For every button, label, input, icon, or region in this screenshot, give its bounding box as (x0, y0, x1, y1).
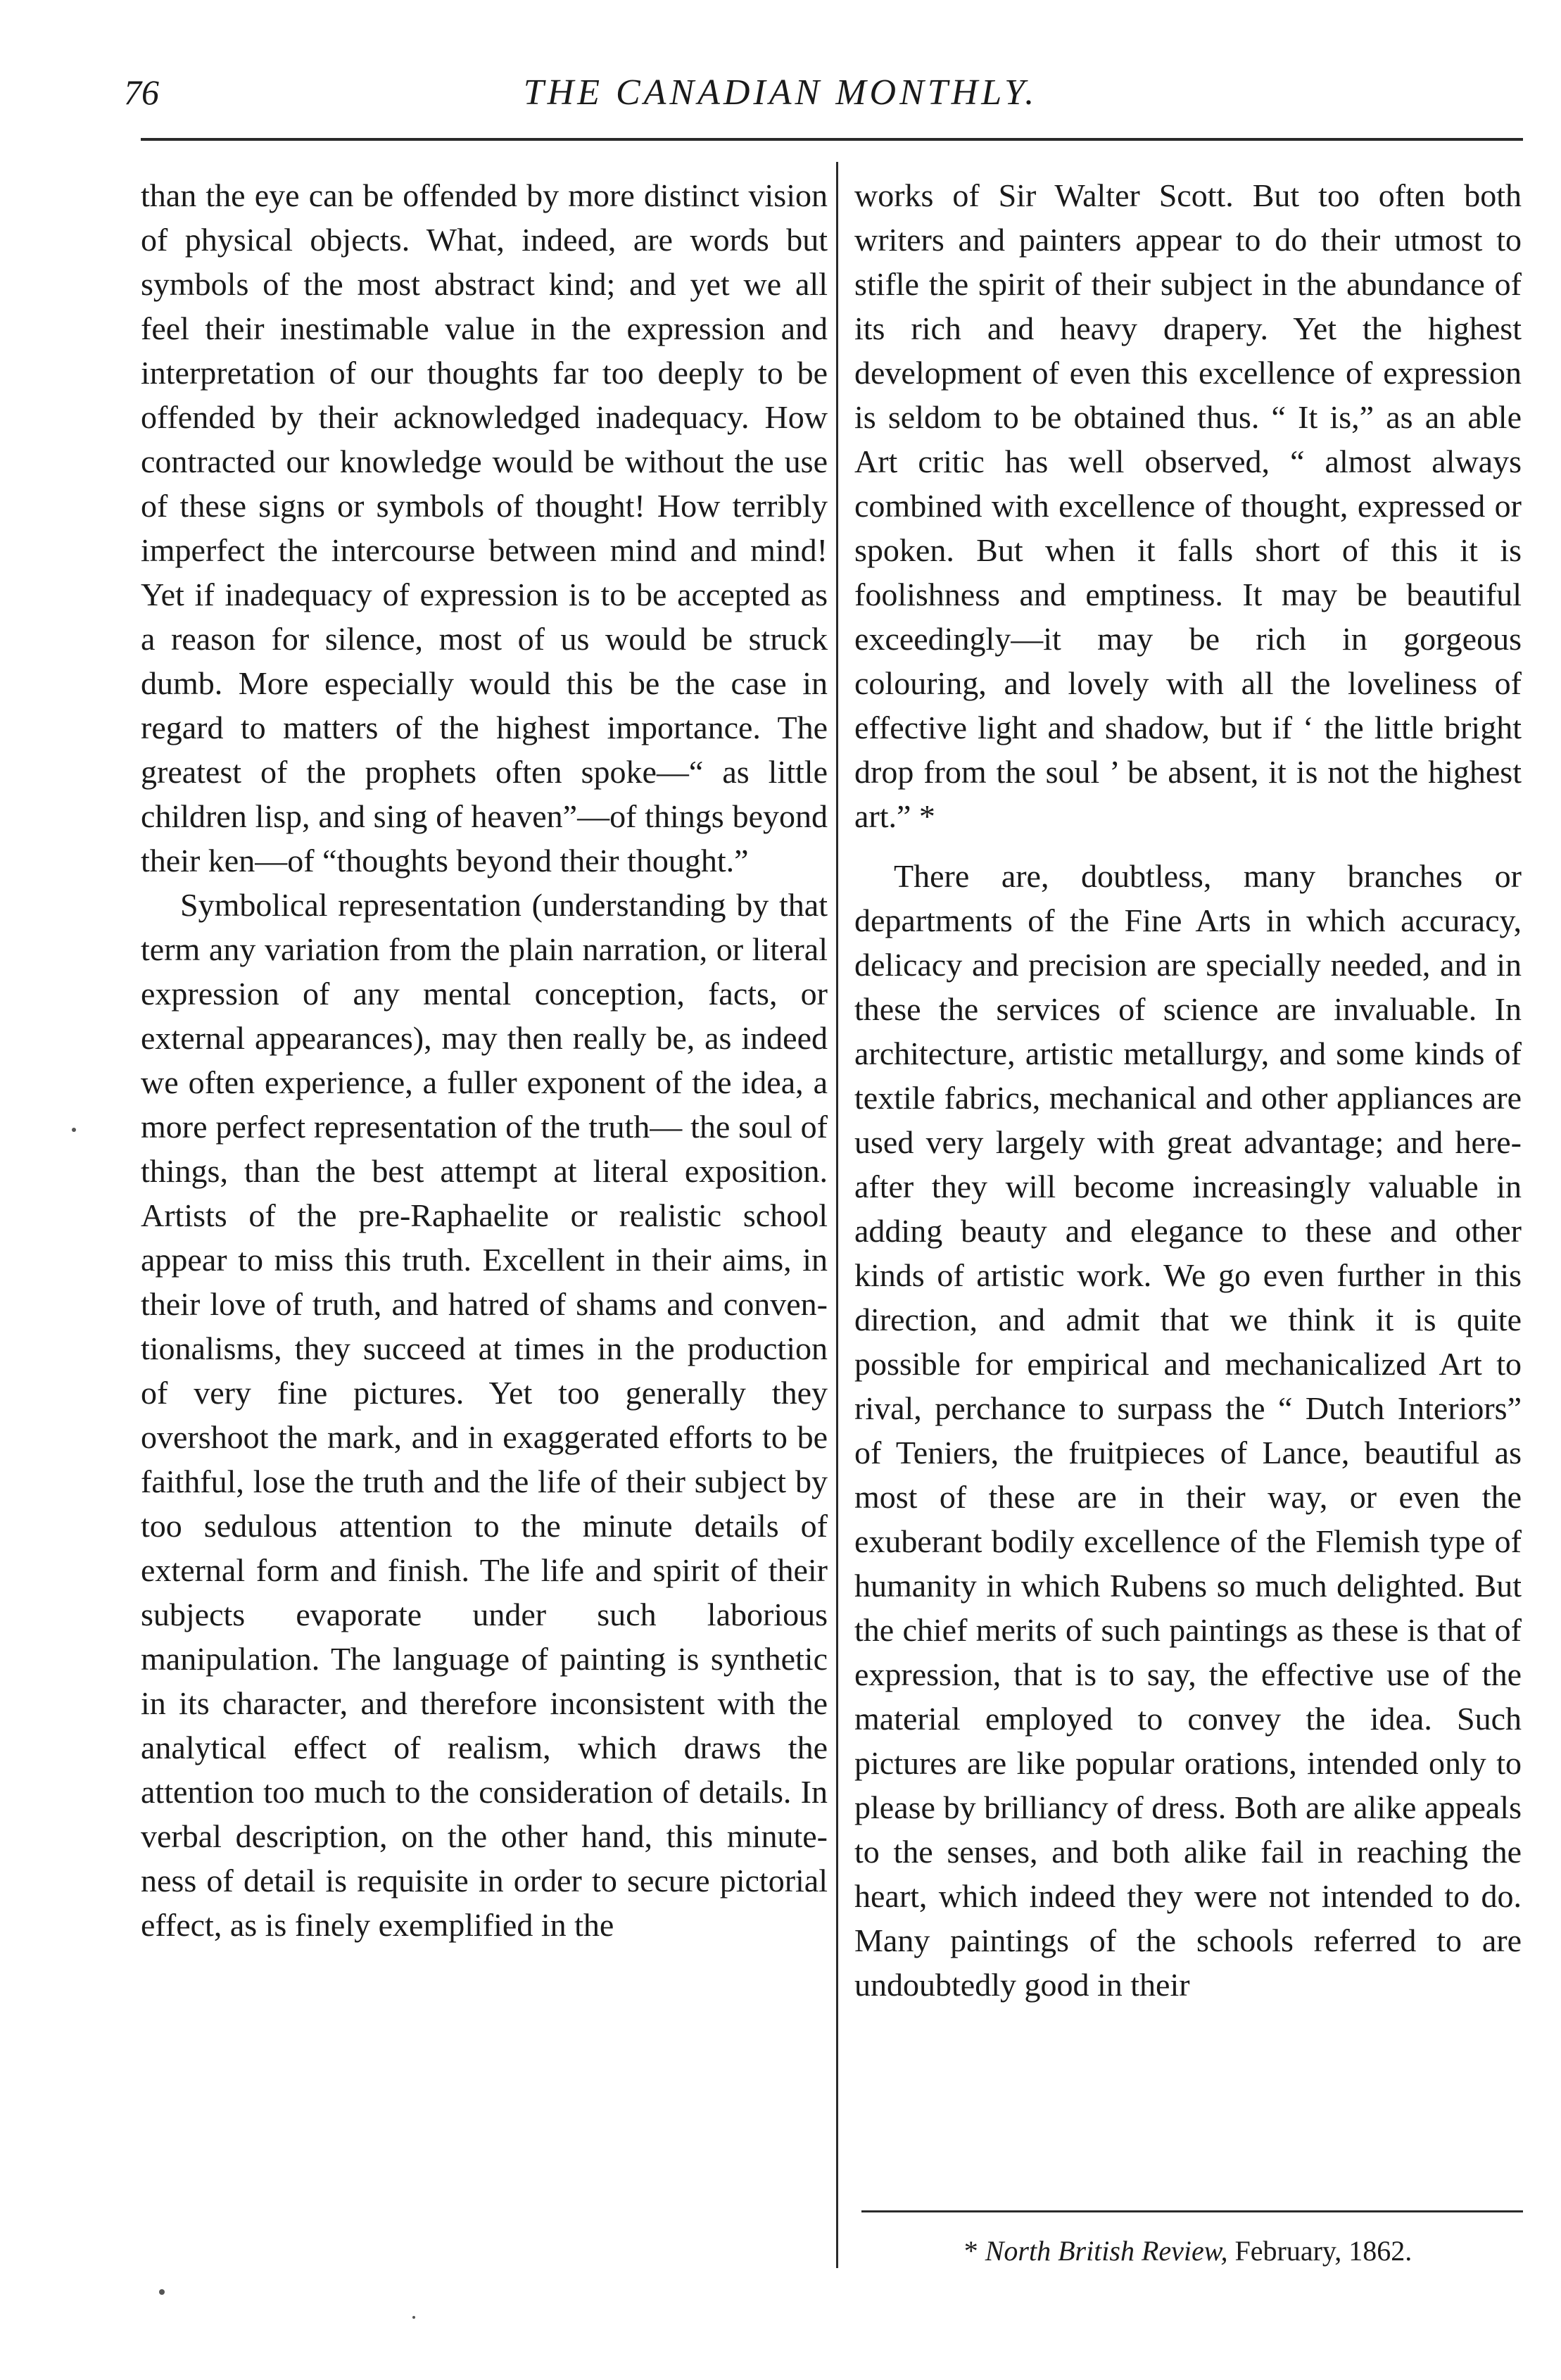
page-number: 76 (124, 73, 159, 112)
column-divider (836, 162, 838, 2268)
ink-speck (72, 1128, 76, 1132)
right-column (854, 173, 1522, 2007)
running-title: THE CANADIAN MONTHLY. (523, 73, 1038, 113)
ink-speck (412, 2316, 415, 2319)
paragraph: There are, doubtless, many branches or departments of the Fine Arts in which accuracy, delicacy and precision are specially needed, and in these the services of science are invaluable. In architecture, artistic metallurgy, and some kinds of textile fabrics, mechanical and other appliances are used very largely with great advantage; and hereafter they will become increasingly valuable in adding beauty and elegance to these and other kinds of artistic work. We go even further in this direction, and admit that we think it is quite possible for empirical and mechanicalized Art to rival, perchance to surpass the “ Dutch Interiors” of Teniers, the fruitpieces of Lance, beautiful as most of these are in their way, or even the exuberant bodily excellence of the Flemish type of humanity in which Rubens so much delighted. But the chief merits of such paintings as these is that of expression, that is to say, the effective use of the material employed to convey the idea. Such pictures are like popular orations, intended only to please by brilliancy of dress. Both are alike appeals to the senses, and both alike fail in reaching the heart, which indeed they were not intended to do. Many paintings of the schools referred to are undoubtedly good in their (854, 858, 1522, 2003)
footnote-marker: * (963, 2235, 978, 2267)
paragraph: works of Sir Walter Scott. But too often both writers and painters appear to do their utmost to stifle the spirit of their subject in the abundance of its rich and heavy drapery. Yet the highest development of even this excellence of expression is seldom to be obtained thus. “ It is,” as an able Art critic has well observed, “ almost always combined with excellence of thought, expressed or spoken. But when it falls short of this it is foolishness and emptiness. It may be beautiful exceedingly—it may be rich in gorgeous colouring, and lovely with all the loveliness of effective light and shadow, but if ‘ the little bright drop from the soul ’ be absent, it is not the highest art.” * (854, 177, 1522, 834)
footnote-source: North British Review, (985, 2235, 1228, 2267)
paragraph: Symbolical representation (understanding by that term any variation from the plain narration, or literal expression of any mental conception, facts, or external appearances), may then really be, as indeed we often experience, a fuller exponent of the idea, a more perfect representation of the truth— the soul of things, than the best attempt at literal exposition. Artists of the pre-Raphaelite or realistic school appear to miss this truth. Excellent in their aims, in their love of truth, and hatred of shams and conventionalisms, they succeed at times in the production of very fine pictures. Yet too generally they overshoot the mark, and in exaggerated efforts to be faithful, lose the truth and the life of their subject by too sedulous attention to the minute details of external form and finish. The life and spirit of their subjects evaporate under such laborious manipulation. The language of painting is synthetic in its character, and therefore inconsistent with the analytical effect of realism, which draws the attention too much to the consideration of details. In verbal description, on the other hand, this minuteness of detail is requisite in order to secure pictorial effect, as is finely exemplified in the (141, 887, 828, 1943)
paragraph: than the eye can be offended by more distinct vision of physical objects. What, indeed, are words but symbols of the most abstract kind; and yet we all feel their inestimable value in the expression and interpretation of our thoughts far too deeply to be offended by their acknowledged inadequacy. How contracted our knowledge would be without the use of these signs or symbols of thought! How terribly imperfect the intercourse between mind and mind! Yet if inadequacy of expression is to be accepted as a reason for silence, most of us would be struck dumb. More especially would this be the case in regard to matters of the highest importance. The greatest of the prophets often spoke—“ as little children lisp, and sing of heaven”—of things beyond their ken—of “thoughts beyond their thought.” (141, 177, 828, 879)
header-rule (141, 138, 1523, 141)
footnote-date: February, 1862. (1234, 2235, 1413, 2267)
ink-speck (159, 2289, 165, 2295)
left-column (141, 173, 828, 1947)
footnote (854, 2233, 1522, 2269)
footnote-rule (861, 2210, 1523, 2212)
